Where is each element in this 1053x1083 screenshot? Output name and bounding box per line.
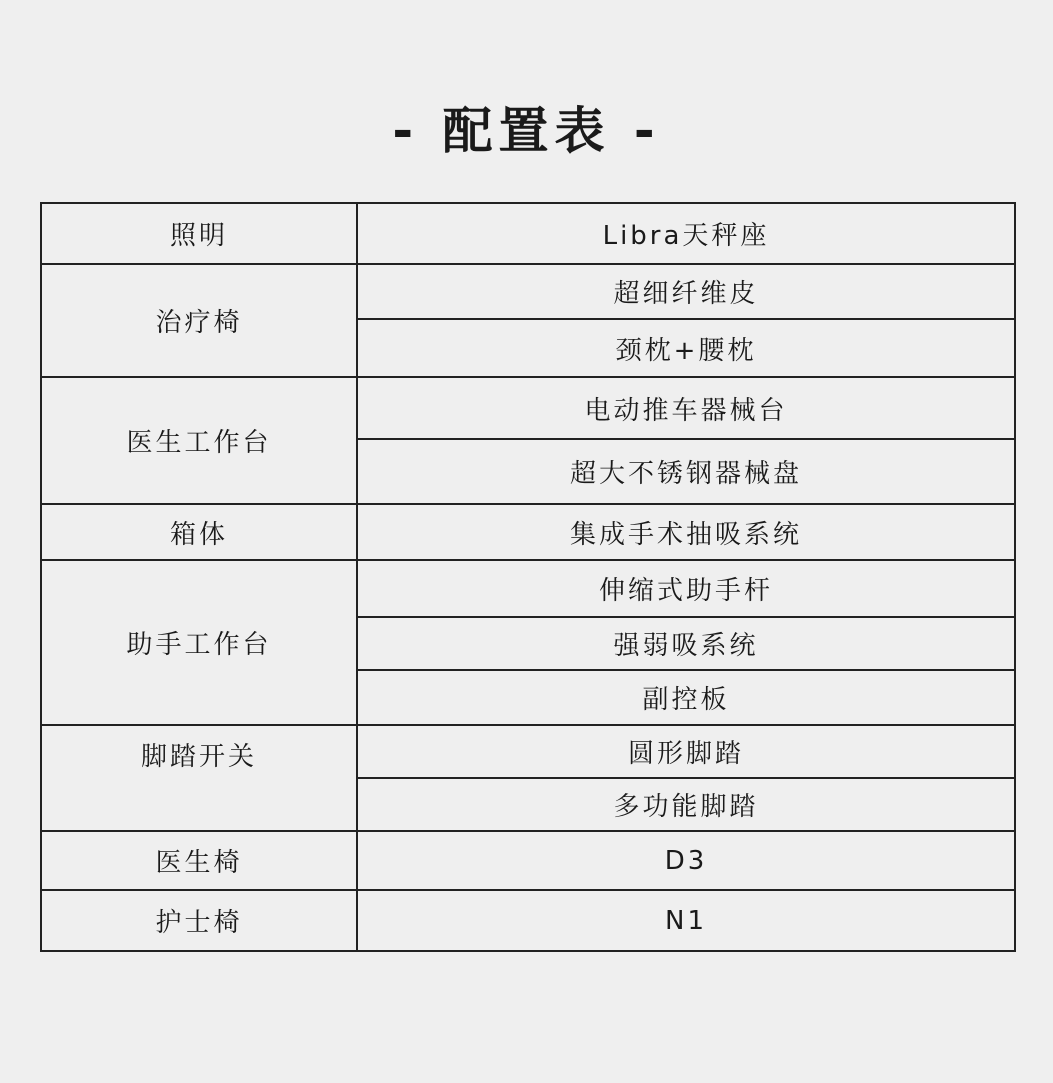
table-row-cabinet bbox=[41, 504, 1015, 560]
item-cell: 电动推车器械台 bbox=[357, 377, 1015, 439]
item-cell: 集成手术抽吸系统 bbox=[357, 504, 1015, 560]
item-cell: 超细纤维皮 bbox=[357, 264, 1015, 319]
category-cell-nurse-chair: 护士椅 bbox=[41, 890, 357, 951]
item-cell: N1 bbox=[357, 890, 1015, 951]
table-row-assistant-workstation bbox=[41, 560, 1015, 617]
item-cell: D3 bbox=[357, 831, 1015, 890]
table-row-nurse-chair bbox=[41, 890, 1015, 951]
table-row-doctor-workstation bbox=[41, 377, 1015, 439]
category-cell-foot-switch: 脚踏开关 bbox=[41, 725, 357, 831]
item-cell: Libra天秤座 bbox=[357, 203, 1015, 264]
category-cell-cabinet: 箱体 bbox=[41, 504, 357, 560]
table-row-lighting bbox=[41, 203, 1015, 264]
item-cell: 多功能脚踏 bbox=[357, 778, 1015, 831]
item-cell: 副控板 bbox=[357, 670, 1015, 725]
category-cell-treatment-chair: 治疗椅 bbox=[41, 264, 357, 377]
table-row-doctor-chair bbox=[41, 831, 1015, 890]
page-title: - 配置表 - bbox=[392, 102, 661, 160]
item-cell: 伸缩式助手杆 bbox=[357, 560, 1015, 617]
category-cell-lighting: 照明 bbox=[41, 203, 357, 264]
item-cell: 超大不锈钢器械盘 bbox=[357, 439, 1015, 504]
category-cell-doctor-chair: 医生椅 bbox=[41, 831, 357, 890]
config-table bbox=[40, 202, 1016, 952]
item-cell: 颈枕+腰枕 bbox=[357, 319, 1015, 377]
category-cell-assistant-workstation: 助手工作台 bbox=[41, 560, 357, 725]
table-row-foot-switch bbox=[41, 725, 1015, 778]
category-cell-doctor-workstation: 医生工作台 bbox=[41, 377, 357, 504]
item-cell: 圆形脚踏 bbox=[357, 725, 1015, 778]
item-cell: 强弱吸系统 bbox=[357, 617, 1015, 670]
table-row-treatment-chair bbox=[41, 264, 1015, 319]
